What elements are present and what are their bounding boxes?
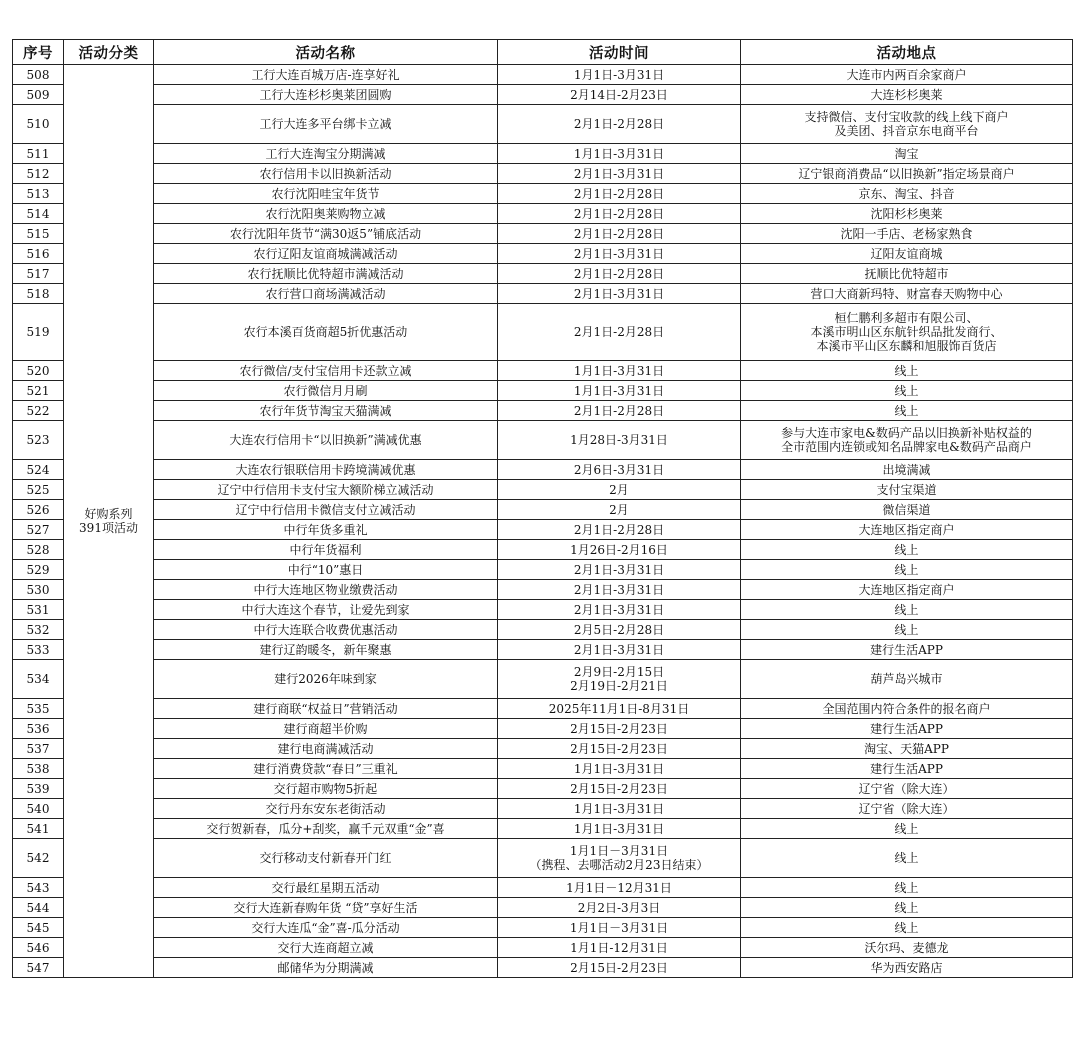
table-row [13, 799, 1073, 819]
cell-name: 工行大连多平台绑卡立减 [154, 105, 498, 144]
table-row [13, 105, 1073, 144]
cell-no: 545 [13, 918, 64, 938]
cell-time: 1月1日-3月31日 [498, 381, 741, 401]
cell-place: 辽宁银商消费品“以旧换新”指定场景商户 [741, 164, 1073, 184]
cell-no: 518 [13, 284, 64, 304]
cell-no: 521 [13, 381, 64, 401]
cell-no: 520 [13, 361, 64, 381]
cell-place: 全国范围内符合条件的报名商户 [741, 699, 1073, 719]
cell-no: 515 [13, 224, 64, 244]
cell-place: 线上 [741, 918, 1073, 938]
cell-place: 华为西安路店 [741, 958, 1073, 978]
cell-name: 交行移动支付新春开门红 [154, 839, 498, 878]
cell-place: 京东、淘宝、抖音 [741, 184, 1073, 204]
time-line: 1月1日－3月31日 [569, 844, 669, 858]
table-row [13, 460, 1073, 480]
cell-no: 523 [13, 421, 64, 460]
table-row [13, 204, 1073, 224]
cell-no: 527 [13, 520, 64, 540]
table-row [13, 779, 1073, 799]
cell-time: 1月1日－3月31日 [498, 918, 741, 938]
cell-time [498, 660, 741, 699]
cell-place: 淘宝、天猫APP [741, 739, 1073, 759]
cell-no: 526 [13, 500, 64, 520]
cell-place: 线上 [741, 560, 1073, 580]
cell-time: 2025年11月1日-8月31日 [498, 699, 741, 719]
table-row [13, 224, 1073, 244]
cell-no: 510 [13, 105, 64, 144]
cell-no: 530 [13, 580, 64, 600]
cell-no: 528 [13, 540, 64, 560]
cell-name: 交行大连新春购年货 “贷”享好生活 [154, 898, 498, 918]
cell-name: 建行辽韵暖冬，新年聚惠 [154, 640, 498, 660]
cell-place: 线上 [741, 839, 1073, 878]
cell-place: 微信渠道 [741, 500, 1073, 520]
cell-name: 农行抚顺比优特超市满减活动 [154, 264, 498, 284]
cell-place: 辽宁省（除大连） [741, 799, 1073, 819]
cell-no: 546 [13, 938, 64, 958]
cell-time: 2月1日-3月31日 [498, 600, 741, 620]
cell-no: 541 [13, 819, 64, 839]
cell-no: 509 [13, 85, 64, 105]
cell-name: 交行最红星期五活动 [154, 878, 498, 898]
cell-place: 线上 [741, 540, 1073, 560]
cell-no: 543 [13, 878, 64, 898]
table-row [13, 878, 1073, 898]
cell-time: 1月1日-3月31日 [498, 361, 741, 381]
cell-time: 2月5日-2月28日 [498, 620, 741, 640]
table-row [13, 938, 1073, 958]
cell-place: 大连杉杉奥莱 [741, 85, 1073, 105]
cell-no: 513 [13, 184, 64, 204]
cell-time: 2月1日-3月31日 [498, 580, 741, 600]
table-row [13, 264, 1073, 284]
cell-place: 淘宝 [741, 144, 1073, 164]
cell-time: 1月1日-3月31日 [498, 144, 741, 164]
cell-time: 1月26日-2月16日 [498, 540, 741, 560]
cell-time: 2月1日-2月28日 [498, 224, 741, 244]
table-row [13, 184, 1073, 204]
time-line: （携程、去哪活动2月23日结束） [529, 858, 709, 872]
header-time: 活动时间 [498, 40, 741, 65]
cell-no: 547 [13, 958, 64, 978]
table-row [13, 421, 1073, 460]
cell-time: 1月1日-12月31日 [498, 938, 741, 958]
cell-category [64, 65, 154, 978]
cell-place: 辽宁省（除大连） [741, 779, 1073, 799]
table-row [13, 85, 1073, 105]
cell-name: 建行消费贷款“春日”三重礼 [154, 759, 498, 779]
table-row [13, 759, 1073, 779]
cell-name: 农行微信月月刷 [154, 381, 498, 401]
cell-place: 线上 [741, 898, 1073, 918]
cell-place: 沈阳一手店、老杨家熟食 [741, 224, 1073, 244]
table-row [13, 739, 1073, 759]
cell-name: 工行大连百城万店-连享好礼 [154, 65, 498, 85]
table-row [13, 520, 1073, 540]
cell-place: 支付宝渠道 [741, 480, 1073, 500]
table-row [13, 304, 1073, 361]
cell-name: 农行营口商场满减活动 [154, 284, 498, 304]
cell-place: 沈阳杉杉奥莱 [741, 204, 1073, 224]
cell-no: 522 [13, 401, 64, 421]
table-row [13, 819, 1073, 839]
table-header-row [13, 40, 1073, 65]
cell-name: 中行大连联合收费优惠活动 [154, 620, 498, 640]
cell-no: 508 [13, 65, 64, 85]
cell-time: 2月15日-2月23日 [498, 958, 741, 978]
cell-name: 农行微信/支付宝信用卡还款立减 [154, 361, 498, 381]
cell-time: 2月1日-3月31日 [498, 164, 741, 184]
cell-no: 535 [13, 699, 64, 719]
cell-name: 中行“10”惠日 [154, 560, 498, 580]
cell-time: 2月1日-3月31日 [498, 244, 741, 264]
cell-name: 农行信用卡以旧换新活动 [154, 164, 498, 184]
cell-name: 交行丹东安东老街活动 [154, 799, 498, 819]
cell-name: 工行大连杉杉奥莱团圆购 [154, 85, 498, 105]
cell-no: 539 [13, 779, 64, 799]
cell-name: 农行沈阳哇宝年货节 [154, 184, 498, 204]
cell-name: 交行超市购物5折起 [154, 779, 498, 799]
cell-time: 2月1日-3月31日 [498, 284, 741, 304]
cell-time: 2月14日-2月23日 [498, 85, 741, 105]
cell-name: 农行本溪百货商超5折优惠活动 [154, 304, 498, 361]
category-line: 好购系列 [84, 507, 133, 521]
activity-table [12, 39, 1073, 978]
table-row [13, 898, 1073, 918]
table-row [13, 244, 1073, 264]
cell-name: 交行大连商超立减 [154, 938, 498, 958]
time-line: 2月19日-2月21日 [570, 679, 668, 693]
table-row [13, 640, 1073, 660]
cell-place: 出境满减 [741, 460, 1073, 480]
cell-name: 中行年货福利 [154, 540, 498, 560]
cell-time: 2月1日-2月28日 [498, 264, 741, 284]
cell-time [498, 839, 741, 878]
cell-time: 2月1日-2月28日 [498, 401, 741, 421]
cell-name: 农行辽阳友谊商城满减活动 [154, 244, 498, 264]
cell-no: 524 [13, 460, 64, 480]
cell-time: 1月1日-3月31日 [498, 759, 741, 779]
cell-place: 建行生活APP [741, 719, 1073, 739]
cell-name: 农行沈阳奥莱购物立减 [154, 204, 498, 224]
cell-place: 大连地区指定商户 [741, 580, 1073, 600]
place-line: 全市范围内连锁或知名品牌家电&数码产品商户 [781, 440, 1032, 454]
cell-no: 525 [13, 480, 64, 500]
category-line: 391项活动 [79, 521, 138, 535]
cell-place: 葫芦岛兴城市 [741, 660, 1073, 699]
cell-no: 519 [13, 304, 64, 361]
cell-name: 邮储华为分期满减 [154, 958, 498, 978]
cell-place: 营口大商新玛特、财富春天购物中心 [741, 284, 1073, 304]
cell-time: 1月1日-3月31日 [498, 819, 741, 839]
cell-no: 511 [13, 144, 64, 164]
table-row [13, 918, 1073, 938]
cell-no: 516 [13, 244, 64, 264]
cell-name: 辽宁中行信用卡支付宝大额阶梯立减活动 [154, 480, 498, 500]
cell-place: 建行生活APP [741, 759, 1073, 779]
table-row [13, 580, 1073, 600]
cell-name: 大连农行信用卡“以旧换新”满减优惠 [154, 421, 498, 460]
cell-no: 517 [13, 264, 64, 284]
table-row [13, 361, 1073, 381]
place-line: 本溪市明山区东航针织品批发商行、 [810, 325, 1003, 339]
cell-name: 交行贺新春，瓜分+刮奖，赢千元双重“金”喜 [154, 819, 498, 839]
cell-time: 2月1日-2月28日 [498, 304, 741, 361]
cell-time: 2月15日-2月23日 [498, 719, 741, 739]
table-row [13, 699, 1073, 719]
cell-time: 1月1日-3月31日 [498, 799, 741, 819]
table-row [13, 560, 1073, 580]
cell-time: 1月1日－12月31日 [498, 878, 741, 898]
cell-place: 线上 [741, 819, 1073, 839]
cell-time: 2月 [498, 500, 741, 520]
cell-name: 中行年货多重礼 [154, 520, 498, 540]
cell-no: 544 [13, 898, 64, 918]
cell-place: 线上 [741, 620, 1073, 640]
cell-time: 2月1日-2月28日 [498, 184, 741, 204]
time-line: 2月9日-2月15日 [573, 665, 665, 679]
table-row [13, 480, 1073, 500]
cell-place: 建行生活APP [741, 640, 1073, 660]
cell-place [741, 421, 1073, 460]
cell-no: 514 [13, 204, 64, 224]
cell-time: 2月6日-3月31日 [498, 460, 741, 480]
place-line: 本溪市平山区东麟和旭服饰百货店 [816, 339, 997, 353]
table-row [13, 620, 1073, 640]
header-place: 活动地点 [741, 40, 1073, 65]
header-no: 序号 [13, 40, 64, 65]
cell-name: 建行商联“权益日”营销活动 [154, 699, 498, 719]
cell-time: 2月1日-2月28日 [498, 105, 741, 144]
cell-name: 中行大连这个春节，让爱先到家 [154, 600, 498, 620]
cell-no: 529 [13, 560, 64, 580]
cell-place [741, 304, 1073, 361]
place-line: 参与大连市家电&数码产品以旧换新补贴权益的 [781, 426, 1032, 440]
table-row [13, 381, 1073, 401]
cell-place: 沃尔玛、麦德龙 [741, 938, 1073, 958]
cell-time: 2月1日-3月31日 [498, 640, 741, 660]
cell-time: 2月 [498, 480, 741, 500]
cell-no: 512 [13, 164, 64, 184]
table-row [13, 401, 1073, 421]
table-row [13, 164, 1073, 184]
table-row [13, 600, 1073, 620]
place-line: 及美团、抖音京东电商平台 [834, 124, 979, 138]
cell-name: 工行大连淘宝分期满减 [154, 144, 498, 164]
cell-place: 线上 [741, 381, 1073, 401]
cell-no: 534 [13, 660, 64, 699]
table-row [13, 540, 1073, 560]
table-row [13, 839, 1073, 878]
cell-place [741, 105, 1073, 144]
cell-name: 建行2026年味到家 [154, 660, 498, 699]
cell-no: 532 [13, 620, 64, 640]
cell-name: 交行大连瓜“金”喜-瓜分活动 [154, 918, 498, 938]
table-row [13, 284, 1073, 304]
cell-no: 536 [13, 719, 64, 739]
header-category: 活动分类 [64, 40, 154, 65]
cell-no: 538 [13, 759, 64, 779]
cell-place: 抚顺比优特超市 [741, 264, 1073, 284]
cell-place: 线上 [741, 878, 1073, 898]
table-row [13, 500, 1073, 520]
cell-no: 533 [13, 640, 64, 660]
cell-place: 线上 [741, 401, 1073, 421]
cell-time: 2月2日-3月3日 [498, 898, 741, 918]
cell-name: 建行电商满减活动 [154, 739, 498, 759]
cell-place: 线上 [741, 600, 1073, 620]
cell-name: 中行大连地区物业缴费活动 [154, 580, 498, 600]
cell-place: 线上 [741, 361, 1073, 381]
cell-name: 农行年货节淘宝天猫满减 [154, 401, 498, 421]
cell-name: 农行沈阳年货节“满30返5”铺底活动 [154, 224, 498, 244]
cell-place: 辽阳友谊商城 [741, 244, 1073, 264]
table-row [13, 144, 1073, 164]
place-line: 支持微信、支付宝收款的线上线下商户 [804, 110, 1009, 124]
cell-no: 531 [13, 600, 64, 620]
cell-place: 大连市内两百余家商户 [741, 65, 1073, 85]
cell-time: 2月15日-2月23日 [498, 779, 741, 799]
cell-no: 540 [13, 799, 64, 819]
cell-time: 2月1日-2月28日 [498, 204, 741, 224]
cell-time: 2月1日-2月28日 [498, 520, 741, 540]
cell-name: 大连农行银联信用卡跨境满减优惠 [154, 460, 498, 480]
cell-place: 大连地区指定商户 [741, 520, 1073, 540]
table-row [13, 65, 1073, 85]
place-line: 桓仁鹏利多超市有限公司、 [834, 311, 979, 325]
cell-no: 537 [13, 739, 64, 759]
table-row [13, 660, 1073, 699]
table-body [13, 65, 1073, 978]
cell-name: 建行商超半价购 [154, 719, 498, 739]
table-row [13, 719, 1073, 739]
cell-time: 1月1日-3月31日 [498, 65, 741, 85]
cell-no: 542 [13, 839, 64, 878]
cell-name: 辽宁中行信用卡微信支付立减活动 [154, 500, 498, 520]
cell-time: 1月28日-3月31日 [498, 421, 741, 460]
header-name: 活动名称 [154, 40, 498, 65]
table-row [13, 958, 1073, 978]
cell-time: 2月15日-2月23日 [498, 739, 741, 759]
cell-time: 2月1日-3月31日 [498, 560, 741, 580]
